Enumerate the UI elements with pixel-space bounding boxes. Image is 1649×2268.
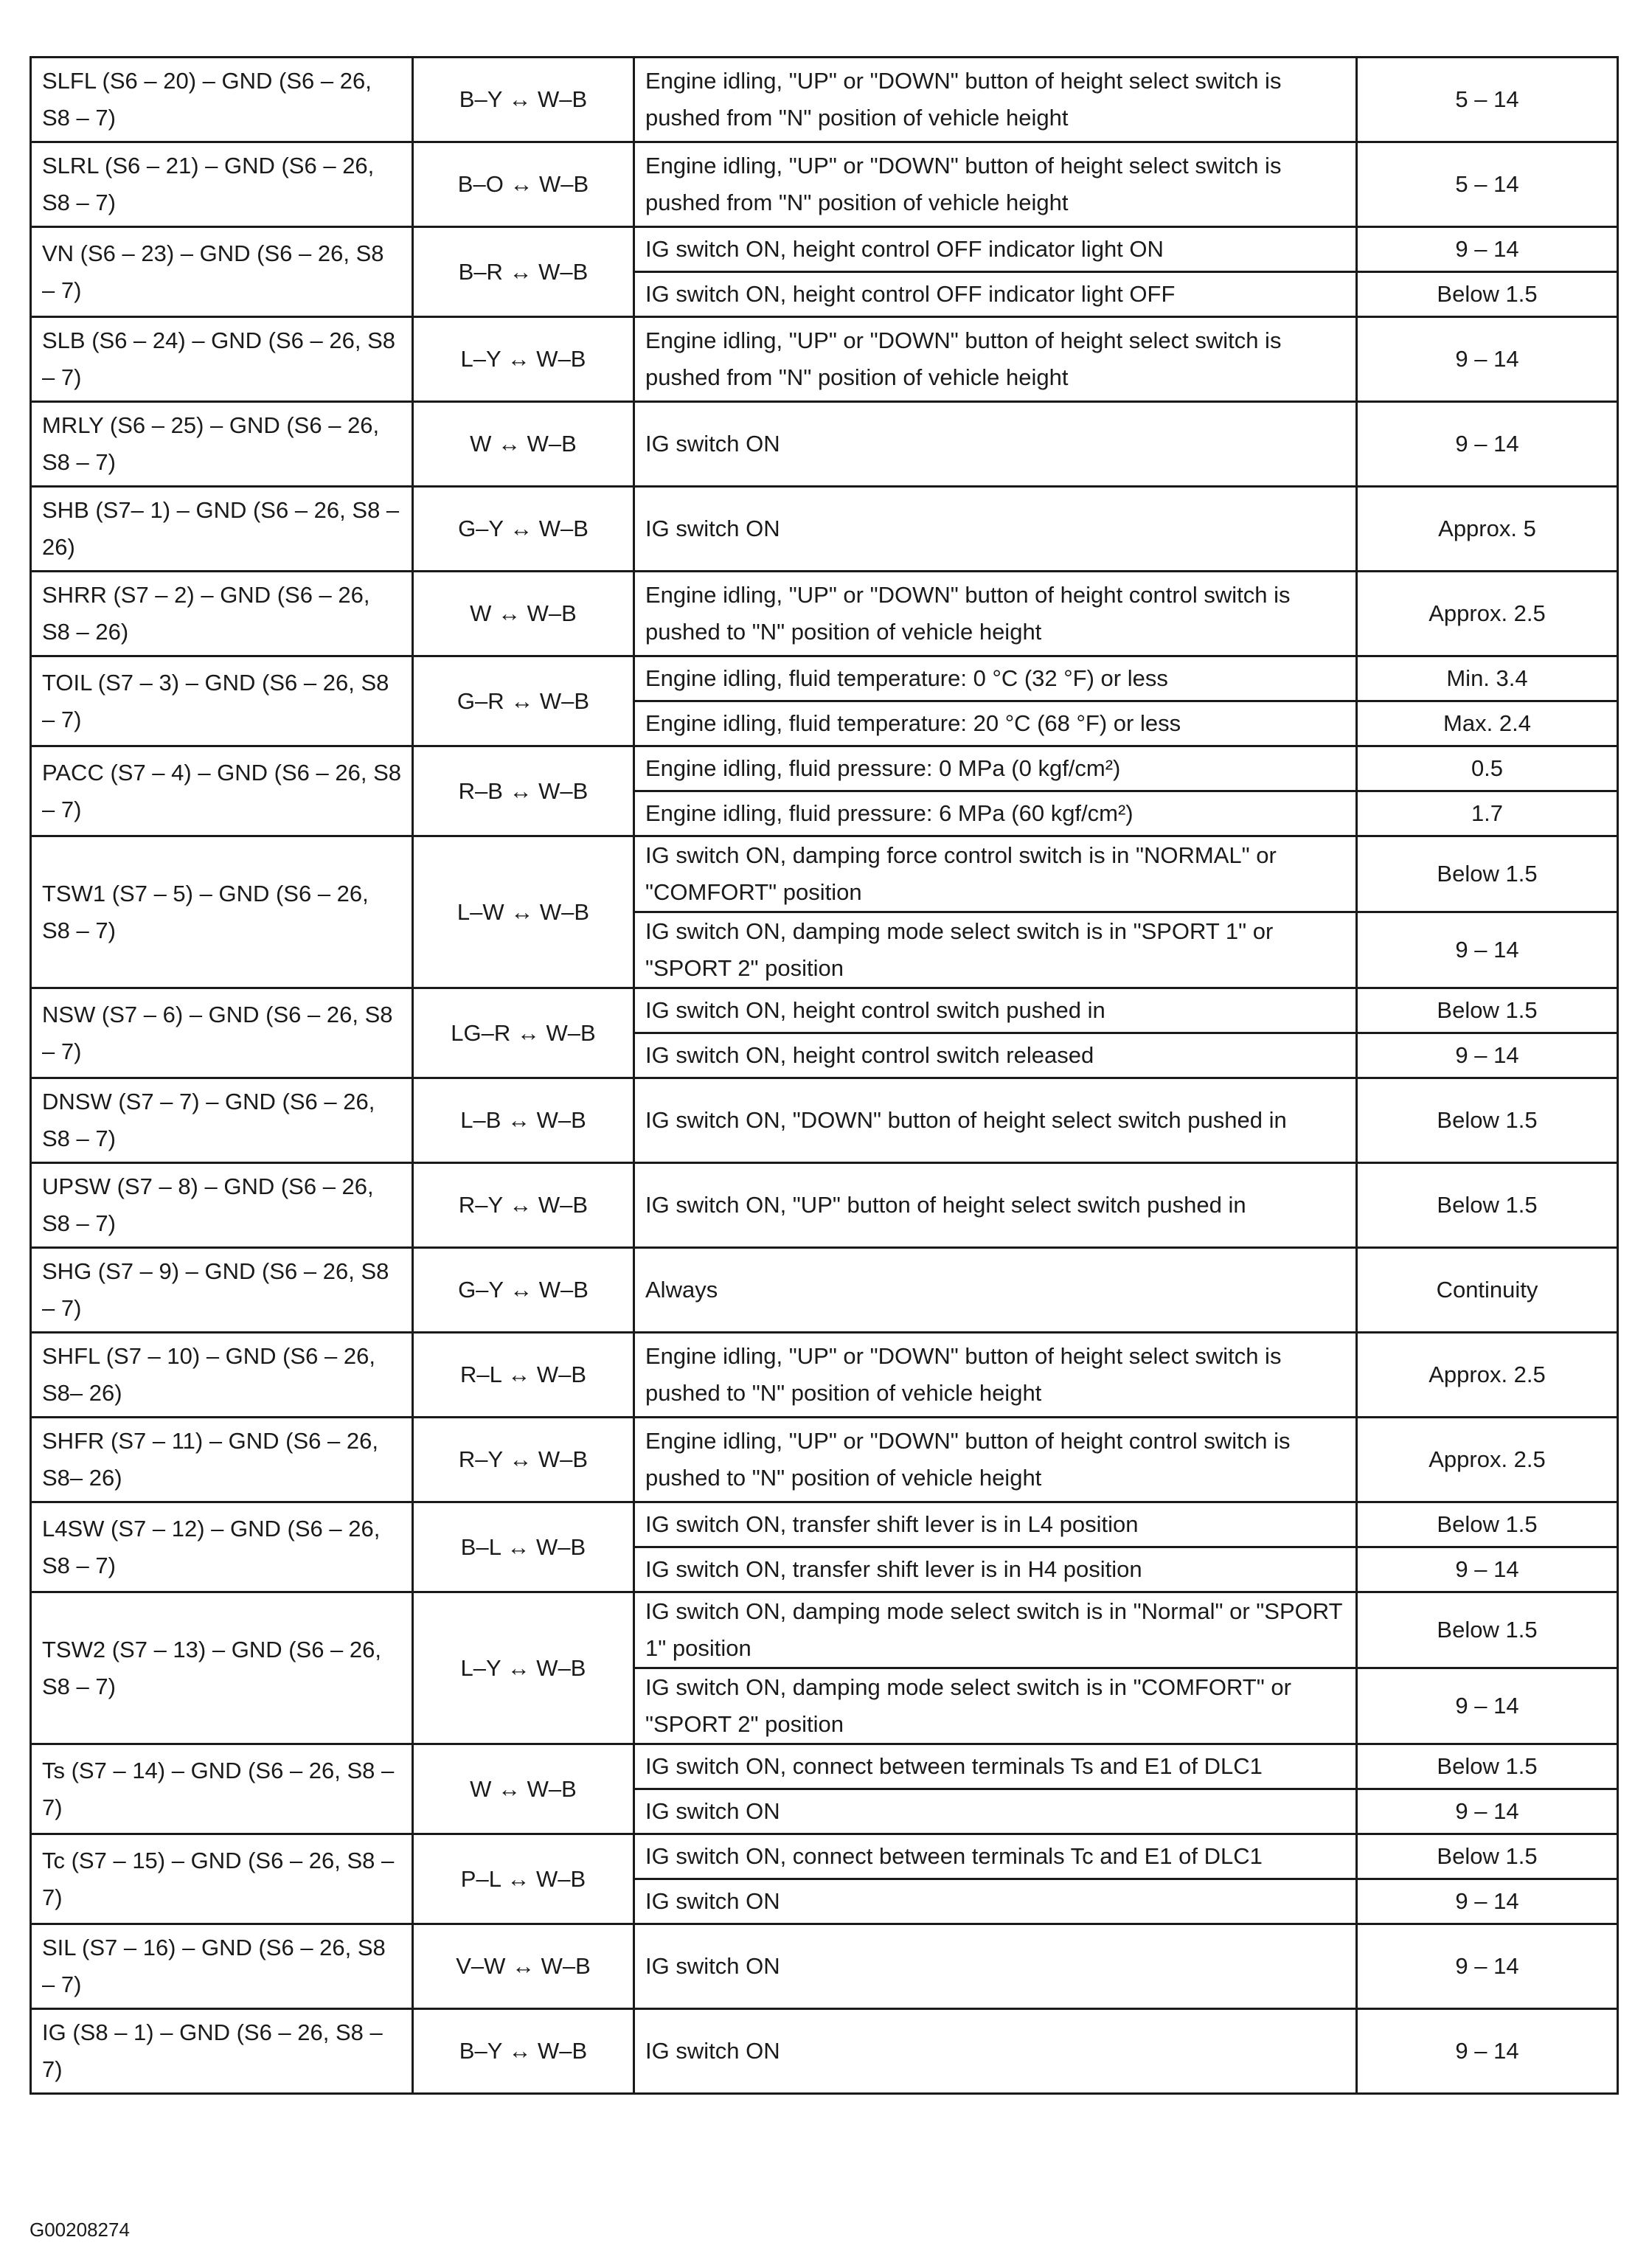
terminal-cell: VN (S6 – 23) – GND (S6 – 26, S8 – 7) (31, 227, 413, 317)
terminal-cell: PACC (S7 – 4) – GND (S6 – 26, S8 – 7) (31, 746, 413, 836)
wiring-color-cell: B–R ↔ W–B (413, 227, 634, 317)
terminal-cell: TSW1 (S7 – 5) – GND (S6 – 26, S8 – 7) (31, 836, 413, 988)
table-row (31, 1078, 1618, 1163)
specified-value-cell: 0.5 (1357, 746, 1618, 791)
condition-cell: IG switch ON (634, 487, 1357, 572)
condition-cell: IG switch ON, transfer shift lever is in H4 position (634, 1547, 1357, 1592)
condition-cell: Engine idling, "UP" or "DOWN" button of height select switch is pushed to "N" position of vehicle height (634, 1333, 1357, 1418)
specified-value-cell: 9 – 14 (1357, 317, 1618, 402)
specified-value-cell: 1.7 (1357, 791, 1618, 836)
terminal-cell: Ts (S7 – 14) – GND (S6 – 26, S8 – 7) (31, 1744, 413, 1834)
table-row (31, 836, 1618, 912)
specified-value-cell: 9 – 14 (1357, 912, 1618, 988)
specified-value-cell: 9 – 14 (1357, 1668, 1618, 1744)
specified-value-cell: Max. 2.4 (1357, 701, 1618, 746)
specified-value-cell: Below 1.5 (1357, 1834, 1618, 1879)
specified-value-cell: 9 – 14 (1357, 1879, 1618, 1924)
condition-cell: IG switch ON, damping mode select switch is in "Normal" or "SPORT 1" position (634, 1592, 1357, 1668)
terminal-cell: SHFR (S7 – 11) – GND (S6 – 26, S8– 26) (31, 1418, 413, 1502)
condition-cell: Engine idling, fluid temperature: 0 °C (32 °F) or less (634, 656, 1357, 701)
table-row (31, 1744, 1618, 1789)
wiring-color-cell: W ↔ W–B (413, 572, 634, 656)
condition-cell: IG switch ON (634, 1789, 1357, 1834)
table-row (31, 1418, 1618, 1502)
table-row (31, 1834, 1618, 1879)
terminal-cell: DNSW (S7 – 7) – GND (S6 – 26, S8 – 7) (31, 1078, 413, 1163)
specified-value-cell: 9 – 14 (1357, 1547, 1618, 1592)
wiring-color-cell: P–L ↔ W–B (413, 1834, 634, 1924)
figure-id: G00208274 (29, 2219, 130, 2241)
condition-cell: IG switch ON, transfer shift lever is in L4 position (634, 1502, 1357, 1547)
terminal-cell: L4SW (S7 – 12) – GND (S6 – 26, S8 – 7) (31, 1502, 413, 1592)
condition-cell: Engine idling, "UP" or "DOWN" button of height select switch is pushed from "N" position of vehicle height (634, 58, 1357, 142)
specified-value-cell: Below 1.5 (1357, 1502, 1618, 1547)
wiring-color-cell: R–Y ↔ W–B (413, 1163, 634, 1248)
wiring-color-cell: L–B ↔ W–B (413, 1078, 634, 1163)
specified-value-cell: 9 – 14 (1357, 227, 1618, 272)
terminal-cell: NSW (S7 – 6) – GND (S6 – 26, S8 – 7) (31, 988, 413, 1078)
specified-value-cell: 9 – 14 (1357, 1033, 1618, 1078)
terminal-cell: IG (S8 – 1) – GND (S6 – 26, S8 – 7) (31, 2009, 413, 2094)
condition-cell: IG switch ON, height control OFF indicator light OFF (634, 272, 1357, 317)
terminal-cell: UPSW (S7 – 8) – GND (S6 – 26, S8 – 7) (31, 1163, 413, 1248)
specified-value-cell: Continuity (1357, 1248, 1618, 1333)
specified-value-cell: 5 – 14 (1357, 58, 1618, 142)
table-row (31, 1248, 1618, 1333)
condition-cell: IG switch ON (634, 1924, 1357, 2009)
specified-value-cell: Below 1.5 (1357, 1163, 1618, 1248)
table-row (31, 317, 1618, 402)
table-row (31, 58, 1618, 142)
condition-cell: IG switch ON (634, 402, 1357, 487)
specified-value-cell: 9 – 14 (1357, 1924, 1618, 2009)
condition-cell: IG switch ON (634, 1879, 1357, 1924)
table-row (31, 487, 1618, 572)
condition-cell: Engine idling, "UP" or "DOWN" button of height select switch is pushed from "N" position of vehicle height (634, 142, 1357, 227)
specified-value-cell: 9 – 14 (1357, 402, 1618, 487)
specified-value-cell: Approx. 2.5 (1357, 572, 1618, 656)
wiring-color-cell: L–W ↔ W–B (413, 836, 634, 988)
wiring-color-cell: LG–R ↔ W–B (413, 988, 634, 1078)
table-row (31, 402, 1618, 487)
wiring-color-cell: G–Y ↔ W–B (413, 1248, 634, 1333)
terminal-cell: SLFL (S6 – 20) – GND (S6 – 26, S8 – 7) (31, 58, 413, 142)
condition-cell: IG switch ON, height control switch released (634, 1033, 1357, 1078)
wiring-color-cell: B–O ↔ W–B (413, 142, 634, 227)
table-row (31, 1163, 1618, 1248)
terminal-cell: TSW2 (S7 – 13) – GND (S6 – 26, S8 – 7) (31, 1592, 413, 1744)
table-row (31, 656, 1618, 701)
table-row (31, 1333, 1618, 1418)
terminal-cell: SHFL (S7 – 10) – GND (S6 – 26, S8– 26) (31, 1333, 413, 1418)
specified-value-cell: 9 – 14 (1357, 2009, 1618, 2094)
specified-value-cell: 5 – 14 (1357, 142, 1618, 227)
terminal-cell: TOIL (S7 – 3) – GND (S6 – 26, S8 – 7) (31, 656, 413, 746)
terminal-inspection-table (29, 56, 1619, 2095)
terminal-cell: SHRR (S7 – 2) – GND (S6 – 26, S8 – 26) (31, 572, 413, 656)
table-row (31, 2009, 1618, 2094)
terminal-cell: SHG (S7 – 9) – GND (S6 – 26, S8 – 7) (31, 1248, 413, 1333)
terminal-cell: SLRL (S6 – 21) – GND (S6 – 26, S8 – 7) (31, 142, 413, 227)
specified-value-cell: 9 – 14 (1357, 1789, 1618, 1834)
table-row (31, 746, 1618, 791)
wiring-color-cell: R–B ↔ W–B (413, 746, 634, 836)
wiring-color-cell: L–Y ↔ W–B (413, 1592, 634, 1744)
condition-cell: Engine idling, fluid pressure: 6 MPa (60 kgf/cm²) (634, 791, 1357, 836)
condition-cell: IG switch ON, damping mode select switch is in "COMFORT" or "SPORT 2" position (634, 1668, 1357, 1744)
terminal-cell: SIL (S7 – 16) – GND (S6 – 26, S8 – 7) (31, 1924, 413, 2009)
wiring-color-cell: G–R ↔ W–B (413, 656, 634, 746)
wiring-color-cell: W ↔ W–B (413, 402, 634, 487)
table-row (31, 1592, 1618, 1668)
condition-cell: IG switch ON (634, 2009, 1357, 2094)
table-row (31, 227, 1618, 272)
inspection-table-container (29, 56, 1617, 2095)
table-body (31, 58, 1618, 2094)
condition-cell: IG switch ON, height control OFF indicator light ON (634, 227, 1357, 272)
terminal-cell: SLB (S6 – 24) – GND (S6 – 26, S8 – 7) (31, 317, 413, 402)
wiring-color-cell: V–W ↔ W–B (413, 1924, 634, 2009)
table-row (31, 988, 1618, 1033)
wiring-color-cell: R–Y ↔ W–B (413, 1418, 634, 1502)
condition-cell: Engine idling, "UP" or "DOWN" button of height control switch is pushed to "N" position of vehicle height (634, 572, 1357, 656)
specified-value-cell: Below 1.5 (1357, 1078, 1618, 1163)
condition-cell: IG switch ON, height control switch pushed in (634, 988, 1357, 1033)
condition-cell: IG switch ON, "DOWN" button of height select switch pushed in (634, 1078, 1357, 1163)
wiring-color-cell: B–Y ↔ W–B (413, 58, 634, 142)
wiring-color-cell: R–L ↔ W–B (413, 1333, 634, 1418)
specified-value-cell: Below 1.5 (1357, 272, 1618, 317)
terminal-cell: SHB (S7– 1) – GND (S6 – 26, S8 – 26) (31, 487, 413, 572)
condition-cell: IG switch ON, connect between terminals Tc and E1 of DLC1 (634, 1834, 1357, 1879)
wiring-color-cell: B–Y ↔ W–B (413, 2009, 634, 2094)
table-row (31, 572, 1618, 656)
specified-value-cell: Below 1.5 (1357, 988, 1618, 1033)
specified-value-cell: Approx. 5 (1357, 487, 1618, 572)
condition-cell: Engine idling, "UP" or "DOWN" button of height control switch is pushed to "N" position of vehicle height (634, 1418, 1357, 1502)
wiring-color-cell: L–Y ↔ W–B (413, 317, 634, 402)
condition-cell: Engine idling, "UP" or "DOWN" button of height select switch is pushed from "N" position of vehicle height (634, 317, 1357, 402)
wiring-color-cell: W ↔ W–B (413, 1744, 634, 1834)
terminal-cell: MRLY (S6 – 25) – GND (S6 – 26, S8 – 7) (31, 402, 413, 487)
terminal-cell: Tc (S7 – 15) – GND (S6 – 26, S8 – 7) (31, 1834, 413, 1924)
condition-cell: Engine idling, fluid pressure: 0 MPa (0 kgf/cm²) (634, 746, 1357, 791)
wiring-color-cell: G–Y ↔ W–B (413, 487, 634, 572)
condition-cell: Engine idling, fluid temperature: 20 °C (68 °F) or less (634, 701, 1357, 746)
condition-cell: IG switch ON, connect between terminals Ts and E1 of DLC1 (634, 1744, 1357, 1789)
specified-value-cell: Below 1.5 (1357, 1744, 1618, 1789)
condition-cell: Always (634, 1248, 1357, 1333)
specified-value-cell: Below 1.5 (1357, 836, 1618, 912)
wiring-color-cell: B–L ↔ W–B (413, 1502, 634, 1592)
specified-value-cell: Approx. 2.5 (1357, 1418, 1618, 1502)
specified-value-cell: Below 1.5 (1357, 1592, 1618, 1668)
condition-cell: IG switch ON, damping force control switch is in "NORMAL" or "COMFORT" position (634, 836, 1357, 912)
table-row (31, 142, 1618, 227)
condition-cell: IG switch ON, "UP" button of height select switch pushed in (634, 1163, 1357, 1248)
table-row (31, 1924, 1618, 2009)
specified-value-cell: Approx. 2.5 (1357, 1333, 1618, 1418)
specified-value-cell: Min. 3.4 (1357, 656, 1618, 701)
table-row (31, 1502, 1618, 1547)
condition-cell: IG switch ON, damping mode select switch is in "SPORT 1" or "SPORT 2" position (634, 912, 1357, 988)
